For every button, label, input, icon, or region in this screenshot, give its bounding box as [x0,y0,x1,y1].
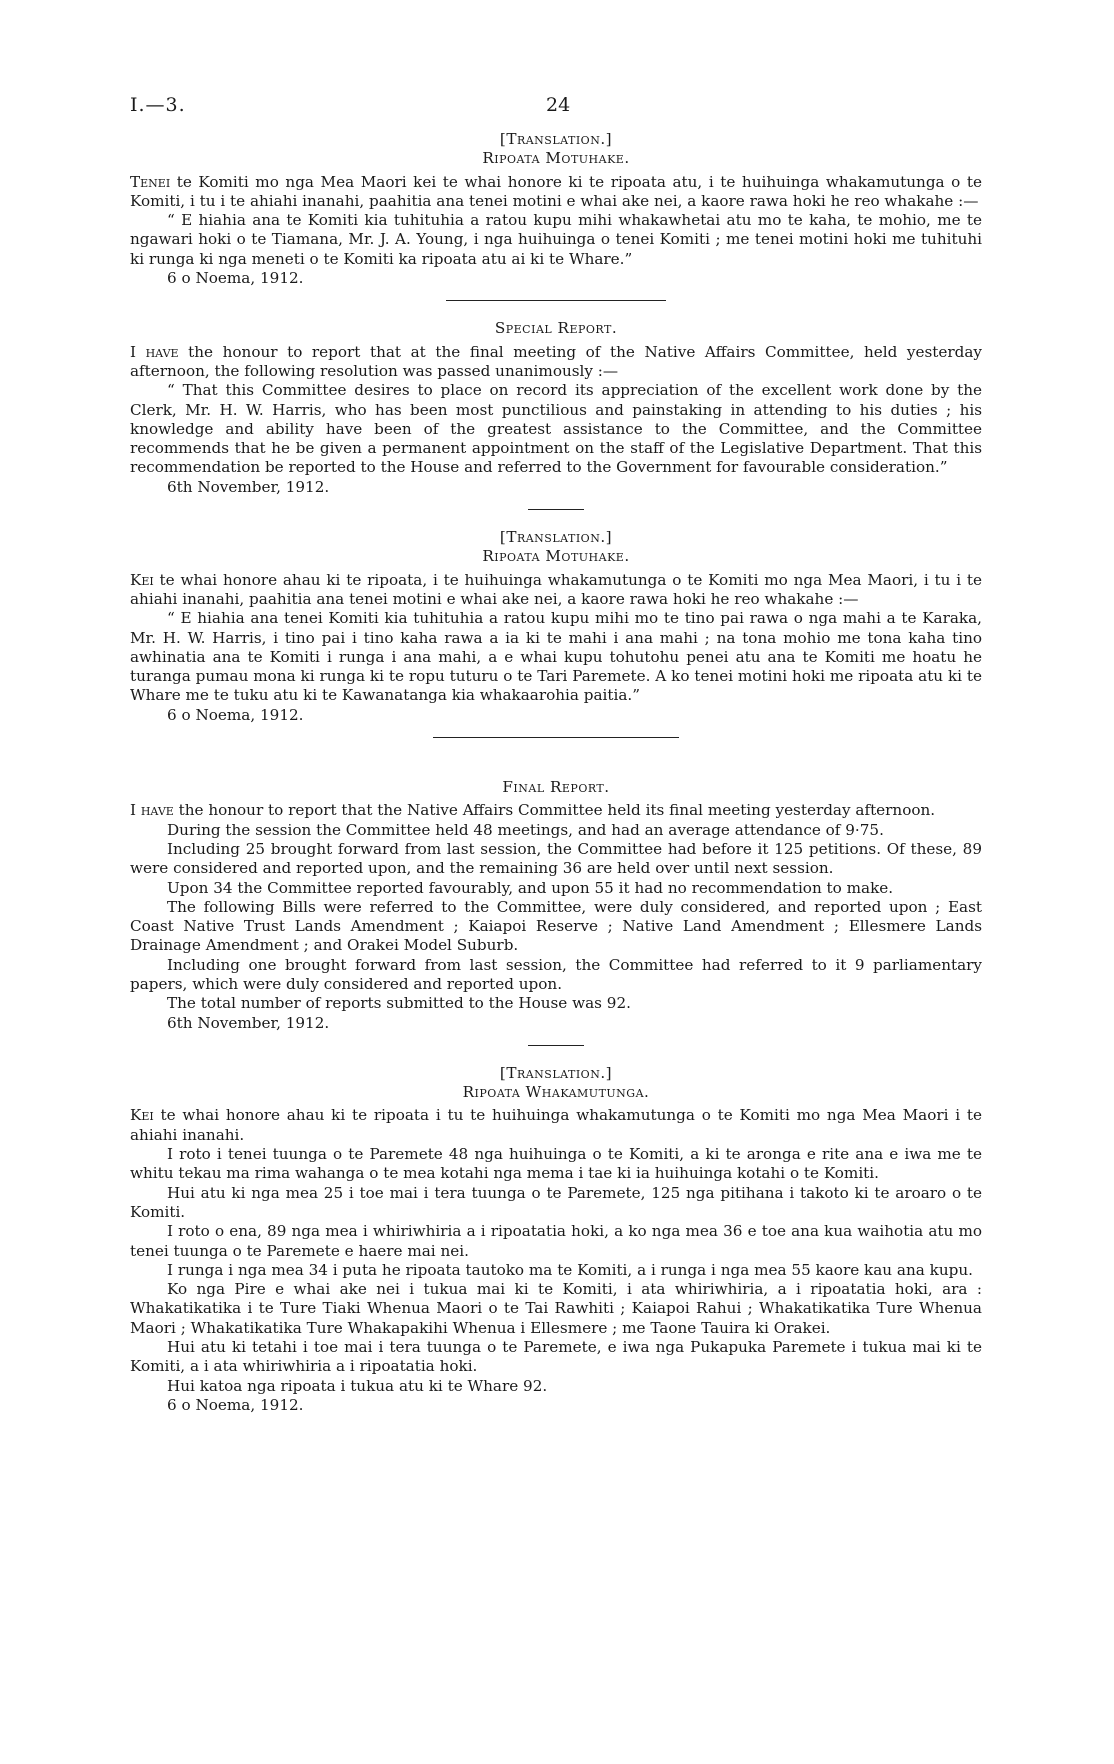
section-title: Ripoata Motuhake. [482,547,630,566]
report-paragraph: Upon 34 the Committee reported favourably, and upon 55 it had no recommendation to make. [167,878,894,897]
opening-paragraph [130,1106,982,1145]
opening-paragraph [130,343,982,382]
section-special-report [130,319,982,497]
lead-word: Tenei [130,172,171,191]
document-page [130,96,982,1415]
paper-series-number: I.—3. [130,94,186,116]
section-title: Special Report. [494,319,618,338]
report-paragraph: Hui atu ki nga mea 25 i toe mai i tera tuunga o te Paremete, 125 nga pitihana i takoto ki te aroaro o te Komiti. [130,1183,982,1221]
section-divider [528,509,584,510]
resolution-quote: “ That this Committee desires to place on record its appreciation of the excellent work done by the Clerk, Mr. H. W. Harris, who has been most punctilious and painstaking in attending to his duties ; his knowledge and ability have been of the greatest assistance to the Committee, and the Committee recommends that he be given a permanent appointment on the staff of the Legislative Department. That this recommendation be reported to the House and referred to the Government for favourable consideration.” [130,381,982,477]
section-translation-final-report [130,1064,982,1415]
lead-word: Kei [130,570,154,589]
lead-word: I have [130,342,179,361]
report-paragraph: Hui atu ki tetahi i toe mai i tera tuunga o te Paremete, e iwa nga Pukapuka Paremete i tukua mai ki te Komiti, a i ata whiriwhiria a i ripoatatia hoki. [130,1338,982,1376]
report-paragraph: Including one brought forward from last session, the Committee had referred to it 9 parliamentary papers, which were duly considered and reported upon. [130,955,982,993]
translation-heading: [Translation.] [499,130,613,148]
section-divider [528,1045,584,1046]
lead-word: I have [130,801,174,820]
paragraph-text: the honour to report that the Native Affairs Committee held its final meeting yesterday afternoon. [173,801,936,820]
report-paragraph: The total number of reports submitted to the House was 92. [167,994,631,1013]
report-paragraph: During the session the Committee held 48 meetings, and had an average attendance of 9·75. [167,820,884,839]
section-divider [446,300,666,301]
paragraph-text: te whai honore ahau ki te ripoata i tu te huihuinga whakamutunga o te Komiti mo nga Mea Maori i te ahiahi inanahi. [130,1106,982,1144]
section-translation-special-report [130,130,982,288]
section-translation-special-report-2 [130,528,982,725]
report-date: 6 o Noema, 1912. [167,1395,304,1414]
resolution-quote: “ E hiahia ana tenei Komiti kia tuhituhia a ratou kupu mihi mo te tino pai rawa o nga mahi a te Karaka, Mr. H. W. Harris, i tino pai i tino kaha rawa a ia ki te mahi i ana mahi ; na tona mohio me tona kaha tino awhinatia ana te Komiti i runga i ana mahi, a e whai kupu tohutohu penei atu ana te Komiti me hoatu he turanga pumau mona ki runga ki te ropu tuturu o te Tari Paremete. A ko tenei motini hoki me ripoata atu ki te Whare me te tuku atu ki te Kawanatanga kia whakaarohia paitia.” [130,609,982,705]
report-paragraph: I runga i nga mea 34 i puta he ripoata tautoko ma te Komiti, a i runga i nga mea 55 kaore kau ana kupu. [167,1260,973,1279]
report-paragraph: I roto i tenei tuunga o te Paremete 48 nga huihuinga o te Komiti, a ki te aronga e rite ana e iwa me te whitu tekau ma rima wahanga o te mea kotahi nga mema i tae ki ia huihuinga kotahi o te Komiti. [130,1145,982,1183]
translation-heading: [Translation.] [499,528,613,547]
paragraph-text: te Komiti mo nga Mea Maori kei te whai honore ki te ripoata atu, i te huihuinga whakamutunga o te Komiti, i tu i te ahiahi inanahi, paahitia ana tenei motini e whai ake nei, a kaore rawa hoki he reo whakahe :— [130,172,982,210]
section-final-report [130,778,982,1033]
translation-heading: [Translation.] [499,1063,613,1082]
opening-paragraph [130,173,982,212]
report-paragraph: Ko nga Pire e whai ake nei i tukua mai ki te Komiti, i ata whiriwhiria, a i ripoatatia hoki, ara : Whakatikatika i te Ture Tiaki Whenua Maori o te Tai Rawhiti ; Kaiapoi Rahui ; Whakatikatika Ture Whenua Maori ; Whakatikatika Ture Whakapakihi Whenua i Ellesmere ; me Taone Tauira ki Orakei. [130,1280,982,1337]
opening-paragraph [130,571,982,610]
resolution-quote: “ E hiahia ana te Komiti kia tuhituhia a ratou kupu mihi whakawhetai atu mo te kaha, te mohio, me te ngawari hoki o te Tiamana, Mr. J. A. Young, i nga huihuinga o tenei Komiti ; me tenei motini hoki me tuhituhi ki runga ki nga meneti o te Komiti ka ripoata atu ai ki te Whare.” [130,211,982,268]
report-date: 6 o Noema, 1912. [167,269,304,288]
section-title: Ripoata Whakamutunga. [462,1083,650,1102]
page-number: 24 [546,94,571,116]
report-paragraph: Including 25 brought forward from last session, the Committee had before it 125 petitions. Of these, 89 were considered and reported upon, and the remaining 36 are held over until next session. [130,839,982,878]
report-paragraph: I roto o ena, 89 nga mea i whiriwhiria a i ripoatatia hoki, a ko nga mea 36 e toe ana kua waihotia atu mo tenei tuunga o te Paremete e haere mai nei. [130,1222,982,1260]
running-header [130,96,982,122]
report-date: 6th November, 1912. [167,1013,330,1032]
report-paragraph: Hui katoa nga ripoata i tukua atu ki te Whare 92. [167,1376,548,1395]
paragraph-text: te whai honore ahau ki te ripoata, i te huihuinga whakamutunga o te Komiti mo nga Mea Maori, i tu i te ahiahi inanahi, paahitia ana tenei motini e whai ake nei, a kaore rawa hoki he reo whakahe :— [130,570,982,608]
section-title: Final Report. [502,778,610,797]
report-date: 6 o Noema, 1912. [167,705,304,724]
section-divider [433,737,679,738]
opening-paragraph [130,801,982,820]
lead-word: Kei [130,1106,154,1125]
paragraph-text: the honour to report that at the final meeting of the Native Affairs Committee, held yesterday afternoon, the following resolution was passed unanimously :— [130,342,982,380]
section-title: Ripoata Motuhake. [482,149,630,168]
report-paragraph: The following Bills were referred to the Committee, were duly considered, and reported upon ; East Coast Native Trust Lands Amendment ; Kaiapoi Reserve ; Native Land Amendment ; Ellesmere Lands Drainage Amendment ; and Orakei Model Suburb. [130,897,982,955]
report-date: 6th November, 1912. [167,477,330,496]
